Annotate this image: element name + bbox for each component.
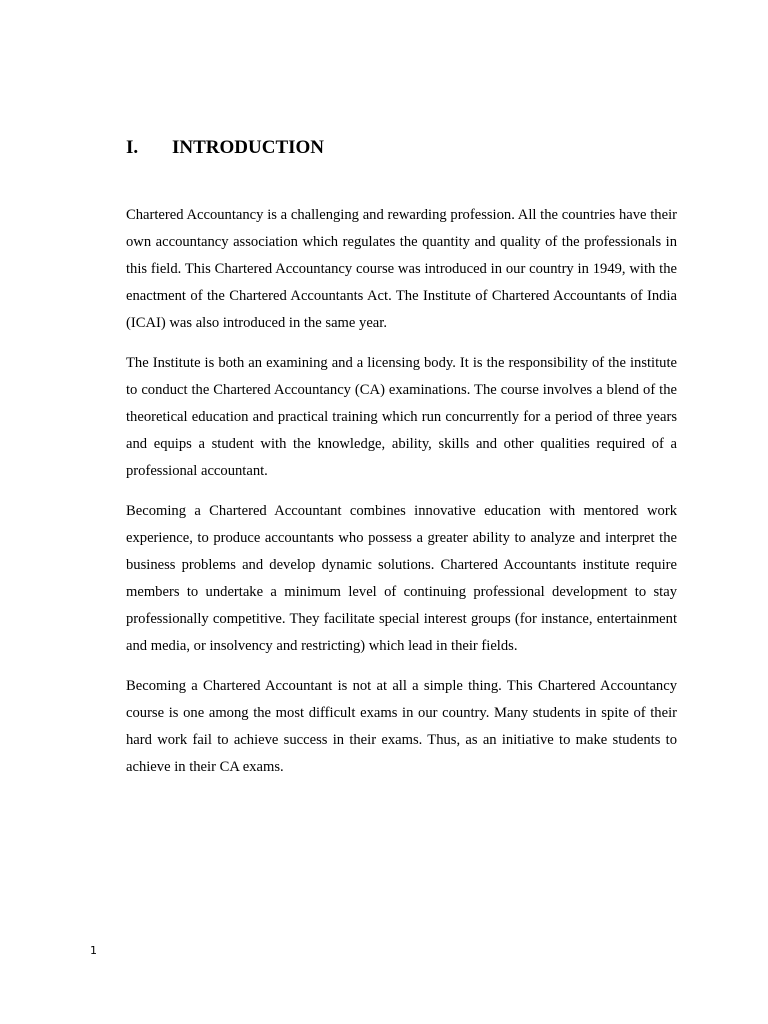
paragraph-3: Becoming a Chartered Accountant combines innovative education with mentored work experience, to produce accountants who possess a greater ability to analyze and interpret the business problems and develop dynamic solutions. Chartered Accountants institute require members to undertake a minimum level of continuing professional development to stay professionally competitive. They facilitate special interest groups (for instance, entertainment and media, or insolvency and restricting) which lead in their fields. — [126, 503, 677, 654]
section-heading — [126, 136, 324, 160]
page-number: 1 — [90, 944, 97, 957]
section-title: INTRODUCTION — [172, 137, 325, 158]
section-number: I. — [126, 137, 139, 158]
body-text — [126, 202, 677, 794]
paragraph-1: Chartered Accountancy is a challenging and rewarding profession. All the countries have their own accountancy association which regulates the quantity and quality of the professionals in this field. This Chartered Accountancy course was introduced in our country in 1949, with the enactment of the Chartered Accountants Act. The Institute of Chartered Accountants of India (ICAI) was also introduced in the same year. — [126, 207, 677, 331]
paragraph-2: The Institute is both an examining and a licensing body. It is the responsibility of the institute to conduct the Chartered Accountancy (CA) examinations. The course involves a blend of the theoretical education and practical training which run concurrently for a period of three years and equips a student with the knowledge, ability, skills and other qualities required of a professional accountant. — [126, 355, 677, 479]
paragraph-4: Becoming a Chartered Accountant is not at all a simple thing. This Chartered Accountancy course is one among the most difficult exams in our country. Many students in spite of their hard work fail to achieve success in their exams. Thus, as an initiative to make students to achieve in their CA exams. — [126, 678, 677, 775]
